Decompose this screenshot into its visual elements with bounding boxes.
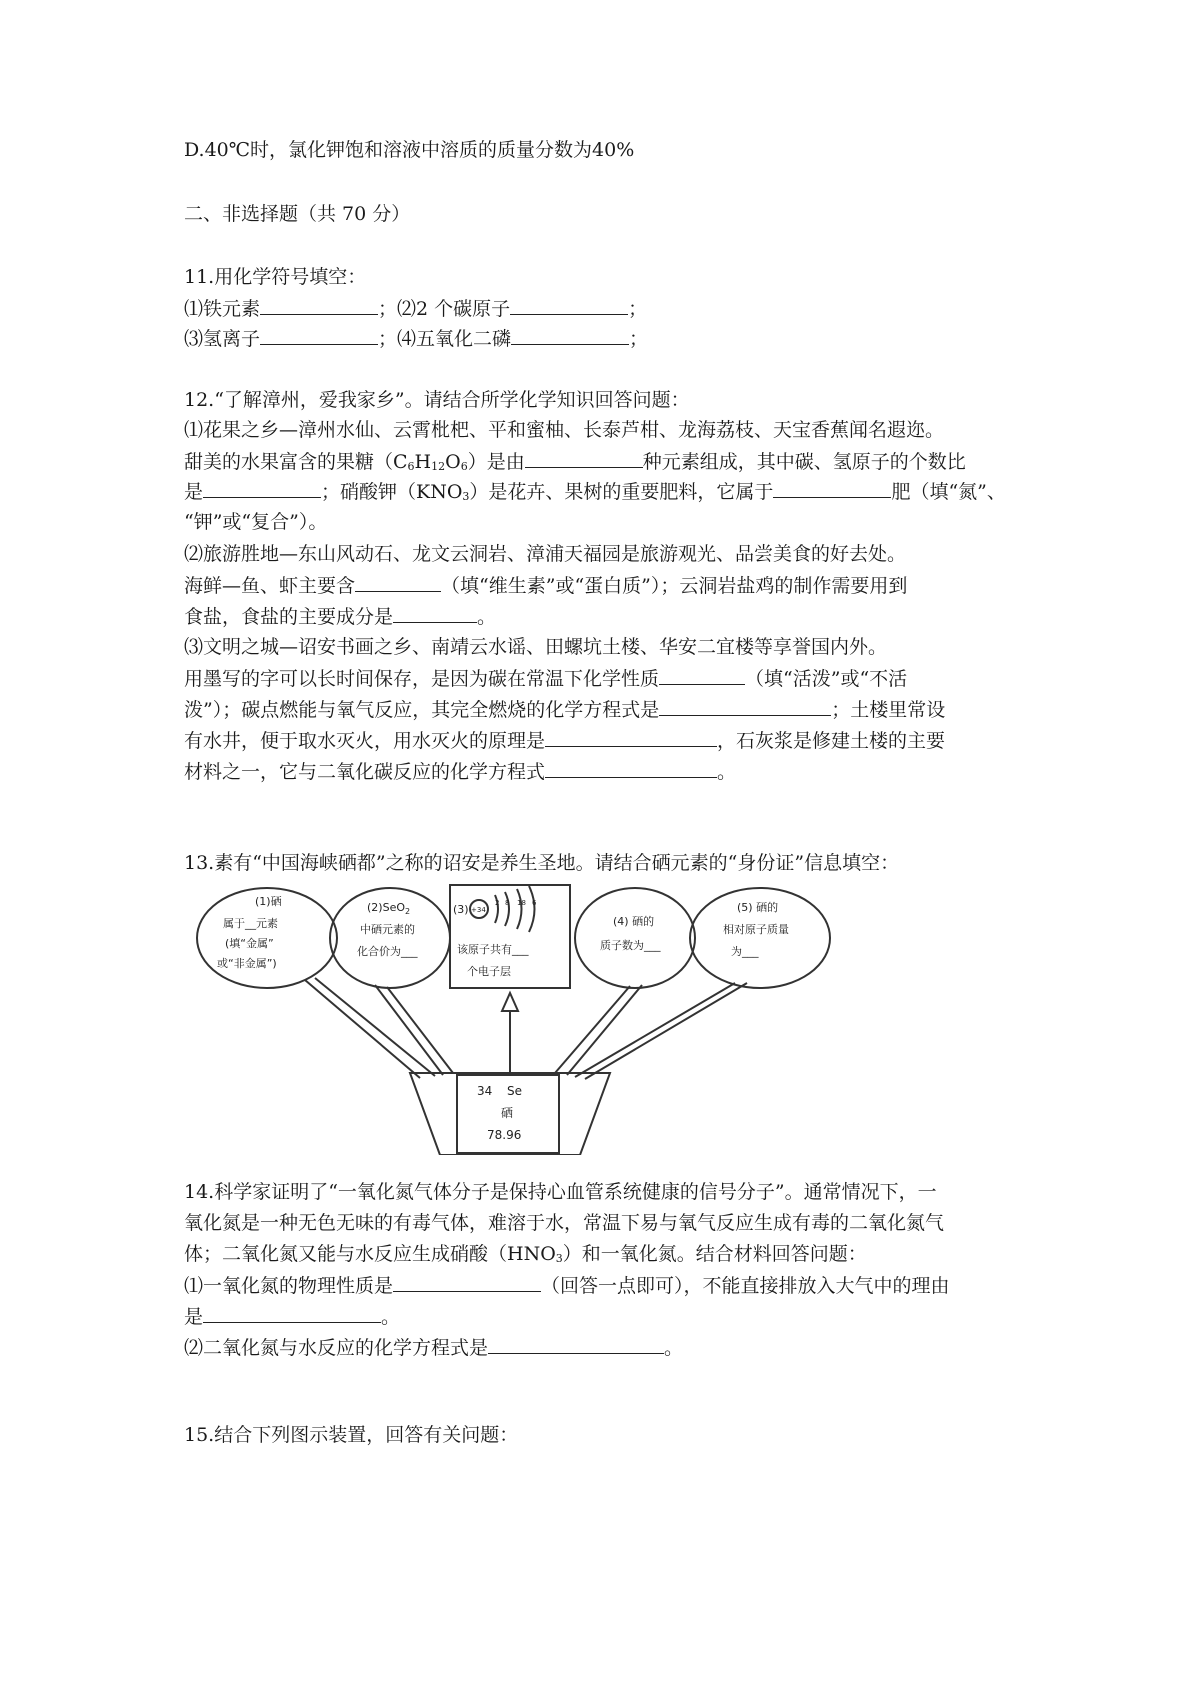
element-number: 34 — [477, 1084, 493, 1098]
bubble2-subscript: 2 — [405, 907, 411, 916]
element-mass: 78.96 — [487, 1128, 522, 1142]
answer-blank[interactable] — [545, 757, 717, 778]
box3-text: 该原子共有___ — [457, 943, 529, 956]
q12-line: 材料之一，它与二氧化碳反应的化学方程式 。 — [184, 757, 736, 787]
section-heading: 二、非选择题（共 70 分） — [184, 203, 411, 225]
q12-line: 海鲜—鱼、虾主要含 （填“维生素”或“蛋白质”）；云洞岩盐鸡的制作需要用到 — [184, 571, 907, 601]
answer-blank[interactable] — [203, 477, 321, 498]
q11-row2: ⑶氢离子 ；⑷五氧化二磷 ； — [184, 324, 648, 354]
shell-electrons: 8 — [505, 899, 510, 907]
q12-line: ⑶文明之城—诏安书画之乡、南靖云水谣、田螺坑土楼、华安二宜楼等享誉国内外。 — [184, 636, 888, 658]
box3-text: 个电子层 — [467, 965, 511, 978]
bubble2-text: 中硒元素的 — [360, 923, 415, 936]
q12-line: “钾”或“复合”）。 — [184, 511, 328, 533]
option-d: D.40℃时，氯化钾饱和溶液中溶质的质量分数为40% — [184, 139, 635, 161]
answer-blank[interactable] — [488, 1333, 664, 1354]
q13-title: 13.素有“中国海峡硒都”之称的诏安是养生圣地。请结合硒元素的“身份证”信息填空： — [184, 852, 900, 874]
q12-line: ⑴花果之乡—漳州水仙、云霄枇杷、平和蜜柚、长泰芦柑、龙海荔枝、天宝香蕉闻名遐迩。 — [184, 419, 945, 441]
bubble1-text: 属于__元素 — [223, 917, 278, 930]
answer-blank[interactable] — [659, 695, 831, 716]
shell-electrons: 6 — [532, 899, 537, 907]
answer-blank[interactable] — [393, 1271, 541, 1292]
answer-blank[interactable] — [260, 294, 378, 315]
answer-blank[interactable] — [260, 324, 378, 345]
answer-blank[interactable] — [773, 477, 891, 498]
bubble5-text: 为___ — [731, 945, 759, 958]
bubble5-text: 相对原子质量 — [723, 923, 789, 936]
bubble4-text: (4) 硒的 — [613, 915, 655, 928]
svg-text:(2)SeO2 — [367, 901, 410, 916]
q15-title: 15.结合下列图示装置，回答有关问题： — [184, 1424, 519, 1446]
q12-line: ⑵旅游胜地—东山风动石、龙文云洞岩、漳浦天福园是旅游观光、品尝美食的好去处。 — [184, 543, 907, 565]
bubble1-text: 或“非金属”) — [217, 957, 277, 970]
bubble5-text: (5) 硒的 — [737, 901, 779, 914]
selenium-id-figure — [195, 883, 1035, 1155]
answer-blank[interactable] — [510, 294, 628, 315]
q12-line: 用墨写的字可以长时间保存，是因为碳在常温下化学性质 （填“活泼”或“不活 — [184, 664, 907, 694]
box3-label: (3) — [453, 903, 469, 916]
q14-line: 氧化氮是一种无色无味的有毒气体，难溶于水，常温下易与氧气反应生成有毒的二氧化氮气 — [184, 1212, 945, 1234]
answer-blank[interactable] — [511, 324, 629, 345]
q12-title: 12.“了解漳州，爱我家乡”。请结合所学化学知识回答问题： — [184, 389, 690, 411]
answer-blank[interactable] — [659, 664, 745, 685]
answer-blank[interactable] — [203, 1302, 381, 1323]
answer-blank[interactable] — [355, 571, 441, 592]
q14-line: 14.科学家证明了“一氧化氮气体分子是保持心血管系统健康的信号分子”。通常情况下，一 — [184, 1181, 937, 1203]
atom-nucleus: +34 — [471, 906, 486, 914]
q12-line: 食盐，食盐的主要成分是 。 — [184, 602, 496, 632]
q12-line: 是 ；硝酸钾$(KNO_3)$是花卉、果树的重要肥料，它属于 肥（填“氮”、 — [184, 477, 1006, 507]
answer-blank[interactable] — [393, 602, 477, 623]
bubble1-text: (填“金属” — [225, 937, 274, 950]
q14-line: 是 。 — [184, 1302, 400, 1332]
info-bubble-4 — [575, 888, 695, 988]
q14-line: 体；二氧化氮又能与水反应生成硝酸$(HNO_3)$和一氧化氮。结合材料回答问题： — [184, 1243, 867, 1265]
q12-line: 甜美的水果富含的果糖$(C_6H_{12}O_6)$是由 种元素组成，其中碳、氢原子的个数比 — [184, 447, 966, 477]
bubble1-text: (1)硒 — [255, 895, 282, 908]
bubble2-text: 化合价为___ — [357, 945, 418, 958]
answer-blank[interactable] — [545, 726, 717, 747]
q11-title: 11.用化学符号填空： — [184, 266, 367, 288]
shell-electrons: 2 — [495, 899, 500, 907]
q14-line: ⑴一氧化氮的物理性质是 （回答一点即可），不能直接排放入大气中的理由 — [184, 1271, 950, 1301]
answer-blank[interactable] — [525, 447, 643, 468]
q12-line: 有水井，便于取水灭火，用水灭火的原理是 ，石灰浆是修建土楼的主要 — [184, 726, 945, 756]
q12-line: 泼”）；碳点燃能与氧气反应，其完全燃烧的化学方程式是 ；土楼里常设 — [184, 695, 945, 725]
shell-electrons: 18 — [517, 899, 526, 907]
element-symbol: Se — [507, 1084, 522, 1098]
bubble2-text: (2)SeO — [367, 901, 405, 914]
q14-line: ⑵二氧化氮与水反应的化学方程式是 。 — [184, 1333, 683, 1363]
q11-row1: ⑴铁元素 ；⑵2 个碳原子 ； — [184, 294, 647, 324]
bubble4-text: 质子数为___ — [600, 939, 661, 952]
element-name: 硒 — [501, 1106, 514, 1120]
